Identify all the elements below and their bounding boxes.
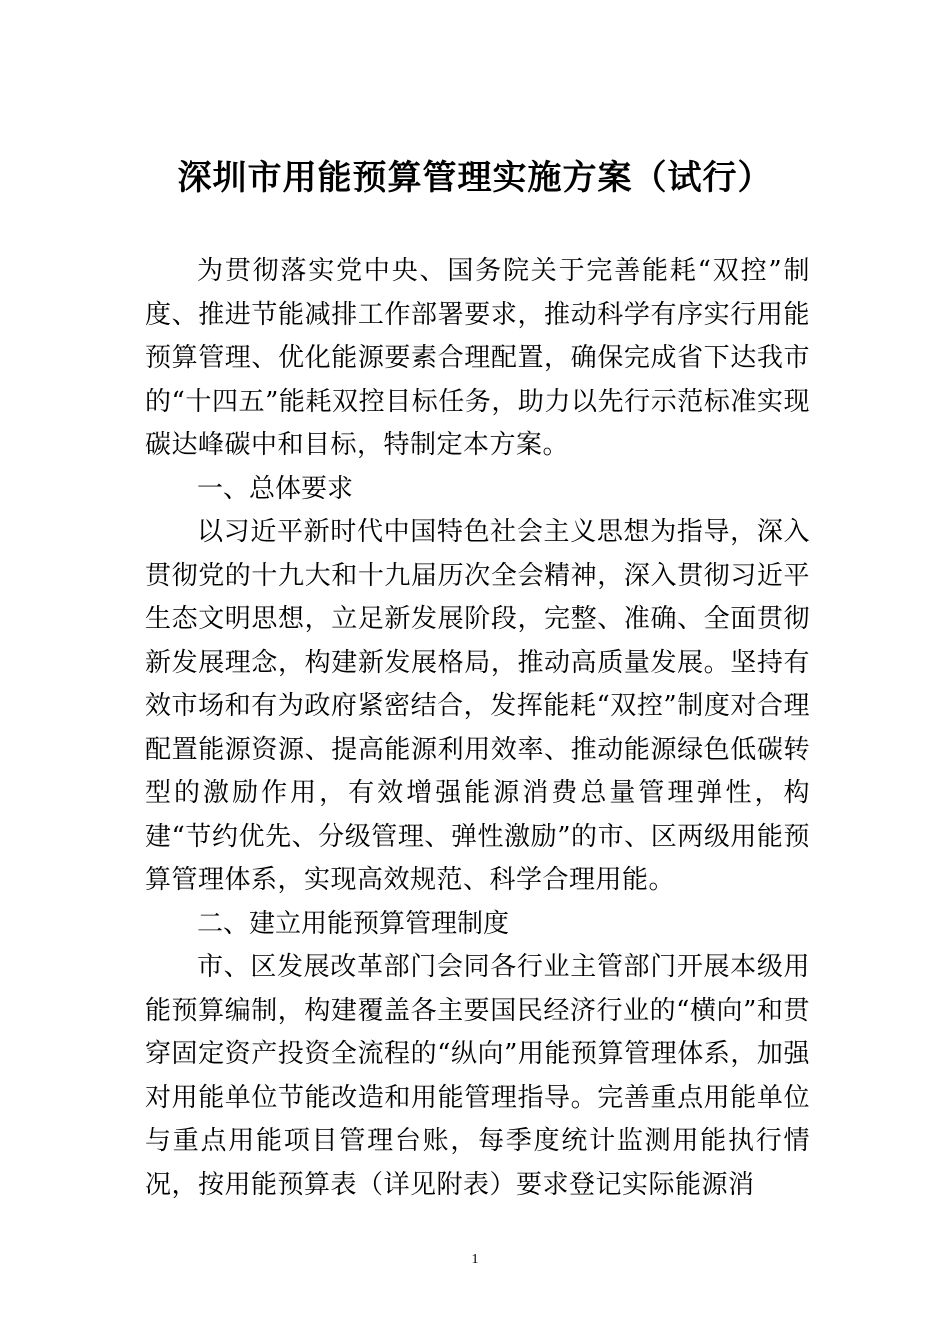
section-heading-1: 一、总体要求 (197, 473, 354, 504)
paragraph-general-requirements: 以习近平新时代中国特色社会主义思想为指导，深入贯彻党的十九大和十九届历次全会精神，深入贯彻习近平生态文明思想，立足新发展阶段，完整、准确、全面贯彻新发展理念，构建新发展格局，推动高质量发展。坚持有效市场和有为政府紧密结合，发挥能耗“双控”制度对合理配置能源资源、提高能源利用效率、推动能源绿色低碳转型的激励作用，有效增强能源消费总量管理弹性，构建“节约优先、分级管理、弹性激励”的市、区两级用能预算管理体系，实现高效规范、科学合理用能。 (145, 517, 810, 895)
document-title: 深圳市用能预算管理实施方案（试行） (177, 158, 773, 198)
paragraph-intro: 为贯彻落实党中央、国务院关于完善能耗“双控”制度、推进节能减排工作部署要求，推动科学有序实行用能预算管理、优化能源要素合理配置，确保完成省下达我市的“十四五”能耗双控目标任务，助力以先行示范标准实现碳达峰碳中和目标，特制定本方案。 (145, 256, 810, 460)
page-number: 1 (471, 1252, 479, 1267)
paragraph-budget-system: 市、区发展改革部门会同各行业主管部门开展本级用能预算编制，构建覆盖各主要国民经济行业的“横向”和贯穿固定资产投资全流程的“纵向”用能预算管理体系，加强对用能单位节能改造和用能管理指导。完善重点用能单位与重点用能项目管理台账，每季度统计监测用能执行情况，按用能预算表（详见附表）要求登记实际能源消 (145, 952, 810, 1200)
section-heading-2: 二、建立用能预算管理制度 (197, 908, 510, 939)
document-body (145, 250, 810, 1207)
